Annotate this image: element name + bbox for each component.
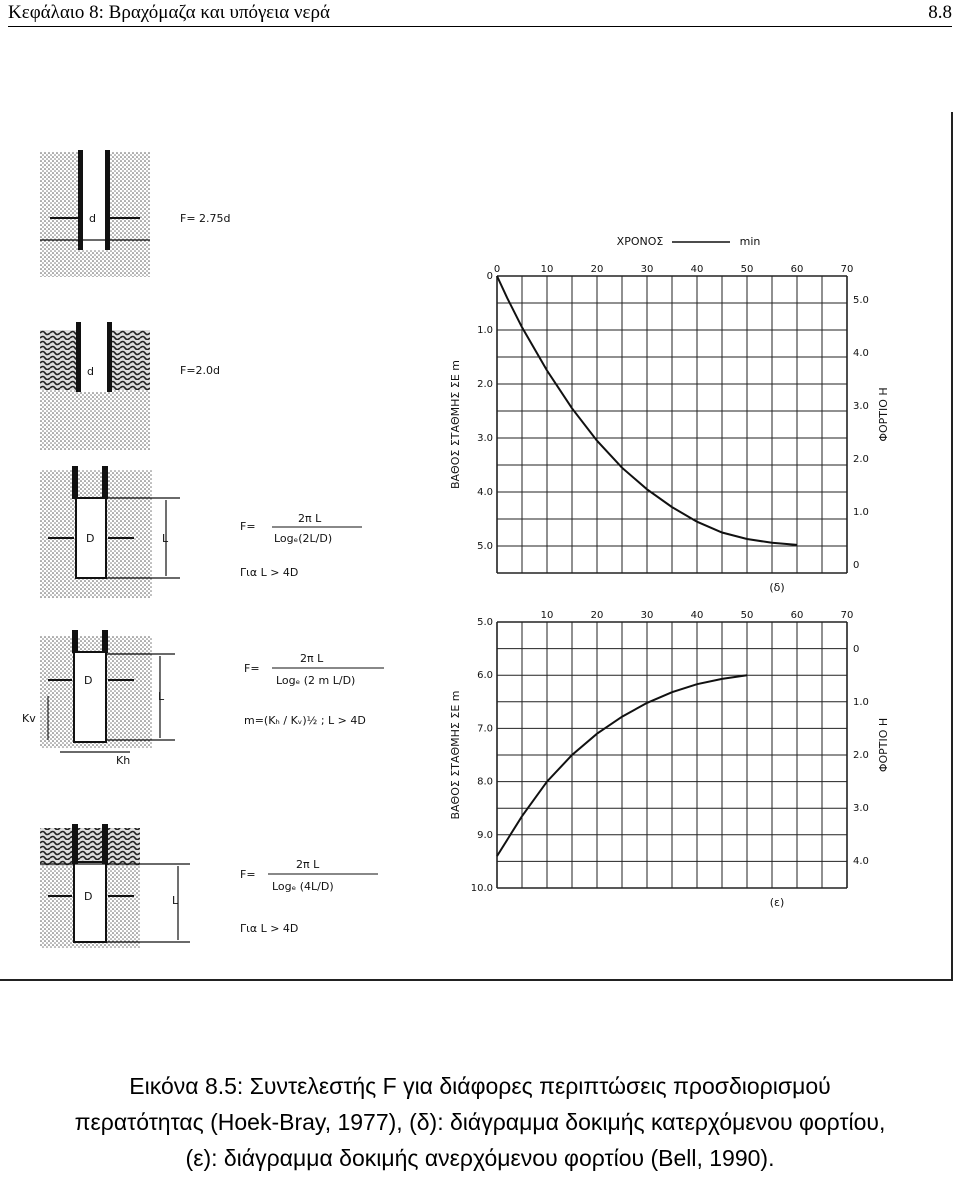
y2-tick-label: 5.0 [853,295,869,306]
svg-text:d: d [87,365,94,378]
page-number: 8.8 [928,2,952,23]
x-tick-label: 20 [590,610,604,621]
svg-text:D: D [84,890,93,903]
y-tick-label: 5.0 [477,617,493,628]
svg-text:D: D [84,674,93,687]
y2-tick-label: 0 [853,560,860,571]
caption-line-2: περατότητας (Hoek-Bray, 1977), (δ): διάγραμμα δοκιμής κατερχόμενου φορτίου, [74,1109,886,1135]
y-tick-label: 9.0 [477,829,493,841]
y-tick-label: 0 [486,271,493,282]
panel-label: (ε) [769,896,785,909]
x-tick-label: 30 [640,264,654,275]
svg-text:D: D [86,532,95,545]
page-header [8,2,952,27]
chart-falling-head [449,235,890,594]
svg-text:Logₑ(2L/D): Logₑ(2L/D) [274,532,333,545]
x-tick-label: 40 [690,610,704,621]
x-tick-label: 70 [840,610,854,621]
case-4-formula [244,652,384,727]
case-2-formula: F=2.0d [180,364,221,377]
y2-axis-label: ΦΟΡΤΙΟ Η [877,717,890,773]
y2-tick-label: 3.0 [853,401,869,412]
y-tick-label: 10.0 [470,883,493,894]
case-4-diagram [22,630,175,767]
chart-rising-head [449,610,890,909]
svg-text:F=: F= [240,520,256,533]
x-tick-label: 20 [590,264,604,275]
y2-tick-label: 2.0 [853,750,869,761]
y-axis-label: ΒΑΘΟΣ ΣΤΑΘΜΗΣ ΣΕ m [449,690,462,820]
case-1-formula: F= 2.75d [180,212,231,225]
svg-text:Kv: Kv [22,712,36,725]
y-axis-label: ΒΑΘΟΣ ΣΤΑΘΜΗΣ ΣΕ m [449,359,462,490]
chart-title: ΧΡΟΝΟΣ [616,235,664,248]
y-tick-label: 6.0 [477,670,493,682]
svg-text:Kh: Kh [116,754,131,767]
x-tick-label: 10 [540,610,554,621]
y-tick-label: 5.0 [477,541,493,552]
y2-tick-label: 2.0 [853,454,869,465]
case-5-formula [240,858,378,935]
x-tick-label: 50 [740,264,754,275]
case-5-condition: Για L > 4D [240,922,299,935]
y2-tick-label: 1.0 [853,697,869,708]
x-tick-label: 10 [540,264,554,275]
case-4-condition: m=(Kₕ / Kᵥ)½ ; L > 4D [244,714,366,727]
figure [0,112,954,982]
x-tick-label: 50 [740,610,754,621]
y-tick-label: 7.0 [477,723,493,735]
x-tick-label: 30 [640,610,654,621]
case-3-formula [240,512,362,579]
caption-line-3: (ε): διάγραμμα δοκιμής ανερχόμενου φορτίου (Bell, 1990). [185,1145,775,1171]
y-tick-label: 3.0 [477,433,493,444]
y2-tick-label: 4.0 [853,348,869,359]
y2-tick-label: 3.0 [853,803,869,814]
case-5-diagram [40,824,190,948]
case-1-diagram [40,150,150,277]
chart-title-unit: min [739,235,761,248]
case-2-diagram [40,322,150,450]
svg-text:2π L: 2π L [296,858,320,871]
y-tick-label: 1.0 [477,325,493,336]
case-3-condition: Για L > 4D [240,566,299,579]
y2-tick-label: 0 [853,644,860,655]
case-3-diagram [40,466,180,598]
y2-axis-label: ΦΟΡΤΙΟ Η [877,387,890,442]
svg-text:F=: F= [244,662,260,675]
y-tick-label: 2.0 [477,379,493,390]
svg-text:2π L: 2π L [300,652,324,665]
svg-text:L: L [158,690,165,703]
svg-text:L: L [172,894,179,907]
x-tick-label: 70 [840,264,854,275]
chapter-title: Κεφάλαιο 8: Βραχόμαζα και υπόγεια νερά [8,2,330,23]
x-tick-label: 0 [493,264,501,275]
y2-tick-label: 4.0 [853,856,869,867]
caption-line-1: Εικόνα 8.5: Συντελεστής F για διάφορες περιπτώσεις προσδιορισμού [129,1073,831,1099]
svg-text:Logₑ (4L/D): Logₑ (4L/D) [272,880,334,893]
figure-caption [0,1068,960,1176]
svg-text:2π L: 2π L [298,512,322,525]
x-tick-label: 40 [690,264,704,275]
y2-tick-label: 1.0 [853,507,869,518]
y-tick-label: 4.0 [477,487,493,498]
svg-text:L: L [162,532,169,545]
svg-text:F=: F= [240,868,256,881]
svg-text:Logₑ (2 m L/D): Logₑ (2 m L/D) [276,674,356,687]
panel-label: (δ) [769,581,785,594]
y-tick-label: 8.0 [477,776,493,788]
diameter-label-d: d [89,212,96,225]
x-tick-label: 60 [790,264,804,275]
x-tick-label: 60 [790,610,804,621]
